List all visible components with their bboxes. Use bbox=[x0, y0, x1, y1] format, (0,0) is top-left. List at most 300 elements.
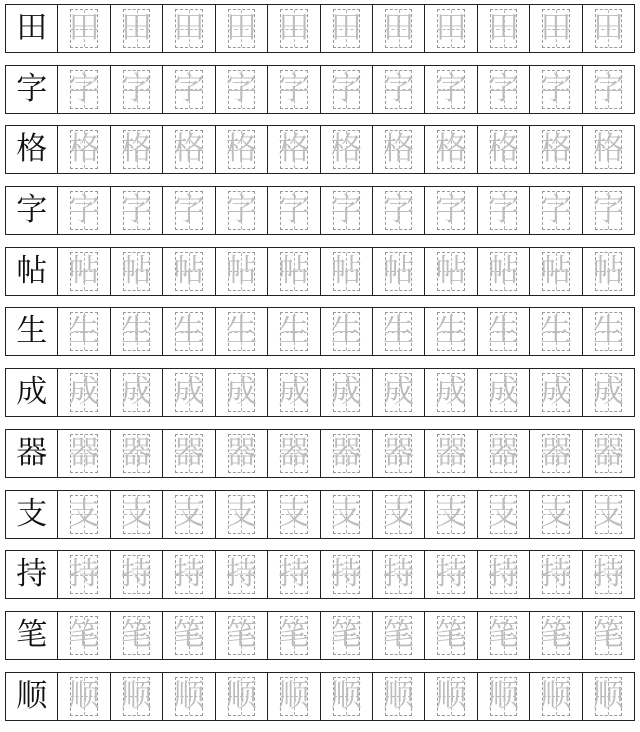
trace-character: 生 bbox=[435, 313, 467, 350]
trace-character: 字 bbox=[540, 192, 572, 229]
trace-character: 格 bbox=[592, 131, 624, 168]
trace-character: 帖 bbox=[540, 252, 572, 289]
trace-character: 支 bbox=[278, 495, 310, 532]
trace-character: 字 bbox=[330, 192, 362, 229]
trace-character: 顺 bbox=[330, 677, 362, 714]
trace-character: 持 bbox=[488, 556, 519, 593]
trace-character: 支 bbox=[383, 495, 415, 532]
trace-character: 格 bbox=[435, 131, 467, 168]
trace-cell bbox=[477, 66, 529, 113]
model-character: 格 bbox=[16, 131, 48, 168]
trace-character: 田 bbox=[278, 10, 310, 46]
trace-cell bbox=[110, 430, 162, 477]
trace-character: 成 bbox=[592, 374, 624, 411]
trace-character: 生 bbox=[278, 313, 310, 350]
trace-character: 笔 bbox=[121, 616, 153, 653]
model-cell bbox=[6, 551, 57, 598]
trace-character: 成 bbox=[488, 374, 519, 411]
trace-character: 帖 bbox=[592, 252, 624, 289]
trace-character: 帖 bbox=[488, 252, 519, 289]
trace-cell bbox=[372, 66, 424, 113]
trace-cell bbox=[372, 5, 424, 52]
trace-character: 格 bbox=[383, 131, 415, 168]
model-character: 生 bbox=[16, 313, 48, 350]
trace-character: 顺 bbox=[540, 677, 572, 714]
trace-character: 字 bbox=[540, 70, 572, 107]
trace-character: 笔 bbox=[540, 616, 572, 653]
trace-character: 格 bbox=[225, 131, 257, 168]
trace-cell bbox=[162, 673, 214, 720]
trace-character: 支 bbox=[592, 495, 624, 532]
trace-cell bbox=[424, 491, 476, 538]
trace-cell bbox=[162, 612, 214, 659]
trace-cell bbox=[162, 308, 214, 355]
trace-cell bbox=[215, 551, 267, 598]
trace-cell bbox=[267, 369, 319, 416]
trace-cell bbox=[162, 430, 214, 477]
trace-cell bbox=[582, 187, 634, 234]
practice-row bbox=[5, 550, 635, 599]
trace-cell bbox=[424, 673, 476, 720]
trace-character: 持 bbox=[540, 556, 572, 593]
trace-character: 持 bbox=[435, 556, 467, 593]
trace-character: 格 bbox=[488, 131, 519, 168]
trace-character: 田 bbox=[121, 10, 153, 46]
trace-character: 字 bbox=[488, 192, 519, 229]
trace-cell bbox=[529, 66, 581, 113]
trace-character: 笔 bbox=[173, 616, 205, 653]
trace-cell bbox=[424, 248, 476, 295]
trace-character: 字 bbox=[173, 70, 205, 107]
trace-character: 字 bbox=[278, 70, 310, 107]
trace-cell bbox=[582, 308, 634, 355]
trace-cell bbox=[215, 369, 267, 416]
trace-character: 支 bbox=[488, 495, 519, 532]
trace-character: 支 bbox=[173, 495, 205, 532]
trace-cell bbox=[424, 5, 476, 52]
trace-cell bbox=[110, 187, 162, 234]
trace-cell bbox=[529, 673, 581, 720]
trace-character: 笔 bbox=[68, 616, 100, 653]
trace-character: 器 bbox=[435, 434, 467, 471]
trace-cell bbox=[267, 673, 319, 720]
practice-row bbox=[5, 429, 635, 478]
trace-character: 器 bbox=[68, 434, 100, 471]
practice-row bbox=[5, 247, 635, 296]
trace-cell bbox=[320, 491, 372, 538]
trace-cell bbox=[162, 66, 214, 113]
trace-cell bbox=[215, 673, 267, 720]
trace-cell bbox=[215, 5, 267, 52]
trace-cell bbox=[57, 551, 109, 598]
trace-character: 格 bbox=[68, 131, 100, 168]
trace-cell bbox=[372, 430, 424, 477]
trace-character: 器 bbox=[173, 434, 205, 471]
trace-cell bbox=[215, 187, 267, 234]
trace-character: 格 bbox=[330, 131, 362, 168]
trace-character: 帖 bbox=[225, 252, 257, 289]
model-cell bbox=[6, 430, 57, 477]
trace-cell bbox=[582, 430, 634, 477]
trace-character: 田 bbox=[330, 10, 362, 46]
model-cell bbox=[6, 248, 57, 295]
trace-character: 成 bbox=[121, 374, 153, 411]
trace-cell bbox=[320, 308, 372, 355]
trace-character: 字 bbox=[68, 70, 100, 107]
trace-character: 持 bbox=[225, 556, 257, 593]
trace-cell bbox=[372, 491, 424, 538]
model-character: 持 bbox=[16, 556, 48, 593]
trace-cell bbox=[372, 187, 424, 234]
practice-row bbox=[5, 368, 635, 417]
trace-character: 字 bbox=[592, 192, 624, 229]
trace-character: 字 bbox=[225, 192, 257, 229]
trace-character: 生 bbox=[225, 313, 257, 350]
trace-character: 字 bbox=[435, 70, 467, 107]
trace-cell bbox=[582, 673, 634, 720]
trace-cell bbox=[477, 248, 529, 295]
trace-character: 笔 bbox=[435, 616, 467, 653]
trace-cell bbox=[529, 369, 581, 416]
trace-cell bbox=[320, 126, 372, 173]
model-cell bbox=[6, 5, 57, 52]
trace-cell bbox=[477, 491, 529, 538]
trace-character: 笔 bbox=[330, 616, 362, 653]
trace-cell bbox=[215, 491, 267, 538]
trace-cell bbox=[477, 187, 529, 234]
trace-cell bbox=[320, 551, 372, 598]
trace-character: 器 bbox=[225, 434, 257, 471]
trace-cell bbox=[372, 126, 424, 173]
trace-cell bbox=[267, 491, 319, 538]
trace-cell bbox=[162, 248, 214, 295]
trace-character: 持 bbox=[592, 556, 624, 593]
trace-character: 顺 bbox=[592, 677, 624, 714]
model-cell bbox=[6, 66, 57, 113]
trace-cell bbox=[372, 369, 424, 416]
trace-cell bbox=[424, 369, 476, 416]
trace-character: 字 bbox=[68, 192, 100, 229]
trace-cell bbox=[320, 430, 372, 477]
trace-cell bbox=[110, 66, 162, 113]
trace-character: 支 bbox=[330, 495, 362, 532]
practice-row bbox=[5, 490, 635, 539]
trace-cell bbox=[372, 308, 424, 355]
trace-character: 成 bbox=[435, 374, 467, 411]
trace-character: 器 bbox=[330, 434, 362, 471]
trace-cell bbox=[110, 491, 162, 538]
trace-cell bbox=[477, 308, 529, 355]
trace-character: 字 bbox=[173, 192, 205, 229]
trace-cell bbox=[57, 126, 109, 173]
trace-character: 田 bbox=[592, 10, 624, 46]
trace-character: 顺 bbox=[121, 677, 153, 714]
trace-cell bbox=[320, 5, 372, 52]
trace-cell bbox=[582, 551, 634, 598]
trace-cell bbox=[215, 430, 267, 477]
trace-character: 生 bbox=[383, 313, 415, 350]
trace-cell bbox=[320, 187, 372, 234]
trace-cell bbox=[57, 430, 109, 477]
model-cell bbox=[6, 187, 57, 234]
model-cell bbox=[6, 612, 57, 659]
model-character: 田 bbox=[16, 10, 48, 46]
trace-cell bbox=[110, 5, 162, 52]
trace-character: 器 bbox=[278, 434, 310, 471]
trace-cell bbox=[582, 126, 634, 173]
trace-cell bbox=[267, 308, 319, 355]
trace-cell bbox=[57, 491, 109, 538]
model-character: 器 bbox=[16, 434, 48, 471]
trace-character: 成 bbox=[278, 374, 310, 411]
trace-character: 支 bbox=[121, 495, 153, 532]
model-character: 帖 bbox=[16, 252, 48, 289]
trace-character: 持 bbox=[330, 556, 362, 593]
trace-cell bbox=[57, 66, 109, 113]
trace-cell bbox=[529, 187, 581, 234]
trace-character: 支 bbox=[68, 495, 100, 532]
trace-character: 字 bbox=[330, 70, 362, 107]
trace-cell bbox=[529, 612, 581, 659]
trace-character: 田 bbox=[68, 10, 100, 46]
practice-row bbox=[5, 4, 635, 53]
trace-character: 持 bbox=[121, 556, 153, 593]
trace-cell bbox=[372, 551, 424, 598]
trace-cell bbox=[110, 126, 162, 173]
trace-cell bbox=[215, 308, 267, 355]
trace-character: 成 bbox=[68, 374, 100, 411]
trace-character: 笔 bbox=[383, 616, 415, 653]
trace-character: 字 bbox=[592, 70, 624, 107]
model-character: 笔 bbox=[16, 616, 48, 653]
trace-cell bbox=[57, 248, 109, 295]
trace-cell bbox=[424, 430, 476, 477]
trace-character: 笔 bbox=[488, 616, 519, 653]
trace-character: 田 bbox=[488, 10, 519, 46]
trace-cell bbox=[57, 612, 109, 659]
trace-cell bbox=[110, 551, 162, 598]
trace-cell bbox=[582, 5, 634, 52]
trace-cell bbox=[582, 248, 634, 295]
trace-character: 持 bbox=[278, 556, 310, 593]
model-character: 字 bbox=[16, 192, 48, 229]
trace-character: 成 bbox=[173, 374, 205, 411]
trace-cell bbox=[57, 187, 109, 234]
trace-cell bbox=[320, 673, 372, 720]
trace-character: 田 bbox=[225, 10, 257, 46]
trace-character: 顺 bbox=[225, 677, 257, 714]
trace-cell bbox=[162, 491, 214, 538]
trace-character: 器 bbox=[488, 434, 519, 471]
trace-cell bbox=[162, 551, 214, 598]
trace-character: 字 bbox=[383, 192, 415, 229]
practice-sheet bbox=[5, 4, 635, 732]
trace-character: 帖 bbox=[278, 252, 310, 289]
trace-cell bbox=[267, 5, 319, 52]
trace-character: 成 bbox=[383, 374, 415, 411]
trace-character: 器 bbox=[121, 434, 153, 471]
trace-cell bbox=[477, 5, 529, 52]
trace-character: 帖 bbox=[68, 252, 100, 289]
trace-character: 持 bbox=[173, 556, 205, 593]
trace-character: 持 bbox=[68, 556, 100, 593]
trace-cell bbox=[267, 66, 319, 113]
trace-character: 生 bbox=[330, 313, 362, 350]
trace-cell bbox=[424, 612, 476, 659]
trace-cell bbox=[529, 551, 581, 598]
trace-cell bbox=[267, 126, 319, 173]
trace-character: 生 bbox=[488, 313, 519, 350]
trace-character: 生 bbox=[592, 313, 624, 350]
trace-character: 持 bbox=[383, 556, 415, 593]
trace-cell bbox=[267, 612, 319, 659]
trace-character: 字 bbox=[278, 192, 310, 229]
trace-character: 田 bbox=[435, 10, 467, 46]
trace-cell bbox=[110, 369, 162, 416]
trace-cell bbox=[372, 612, 424, 659]
trace-cell bbox=[477, 126, 529, 173]
trace-character: 顺 bbox=[435, 677, 467, 714]
model-character: 支 bbox=[16, 495, 48, 532]
trace-cell bbox=[477, 430, 529, 477]
trace-cell bbox=[57, 5, 109, 52]
trace-cell bbox=[372, 248, 424, 295]
trace-character: 字 bbox=[225, 70, 257, 107]
trace-cell bbox=[582, 369, 634, 416]
trace-character: 字 bbox=[121, 70, 153, 107]
trace-character: 顺 bbox=[278, 677, 310, 714]
trace-character: 生 bbox=[121, 313, 153, 350]
trace-cell bbox=[424, 551, 476, 598]
trace-cell bbox=[529, 5, 581, 52]
trace-cell bbox=[320, 369, 372, 416]
trace-cell bbox=[162, 126, 214, 173]
trace-character: 格 bbox=[121, 131, 153, 168]
trace-cell bbox=[57, 369, 109, 416]
trace-cell bbox=[162, 5, 214, 52]
trace-character: 器 bbox=[383, 434, 415, 471]
trace-character: 格 bbox=[540, 131, 572, 168]
trace-cell bbox=[162, 187, 214, 234]
model-character: 顺 bbox=[16, 677, 48, 714]
model-cell bbox=[6, 491, 57, 538]
trace-cell bbox=[215, 66, 267, 113]
trace-character: 田 bbox=[540, 10, 572, 46]
trace-character: 顺 bbox=[173, 677, 205, 714]
trace-character: 帖 bbox=[330, 252, 362, 289]
trace-cell bbox=[110, 612, 162, 659]
trace-cell bbox=[215, 612, 267, 659]
model-cell bbox=[6, 673, 57, 720]
trace-character: 帖 bbox=[383, 252, 415, 289]
trace-cell bbox=[320, 248, 372, 295]
trace-character: 帖 bbox=[121, 252, 153, 289]
model-cell bbox=[6, 126, 57, 173]
trace-cell bbox=[424, 308, 476, 355]
trace-character: 帖 bbox=[173, 252, 205, 289]
trace-cell bbox=[424, 126, 476, 173]
trace-cell bbox=[215, 248, 267, 295]
trace-cell bbox=[267, 430, 319, 477]
trace-cell bbox=[110, 248, 162, 295]
trace-character: 顺 bbox=[488, 677, 519, 714]
practice-row bbox=[5, 65, 635, 114]
trace-character: 生 bbox=[540, 313, 572, 350]
trace-cell bbox=[372, 673, 424, 720]
trace-character: 成 bbox=[225, 374, 257, 411]
trace-character: 顺 bbox=[68, 677, 100, 714]
trace-cell bbox=[320, 612, 372, 659]
trace-cell bbox=[267, 248, 319, 295]
trace-character: 田 bbox=[383, 10, 415, 46]
trace-cell bbox=[582, 66, 634, 113]
practice-row bbox=[5, 186, 635, 235]
trace-cell bbox=[529, 308, 581, 355]
trace-character: 支 bbox=[435, 495, 467, 532]
practice-row bbox=[5, 611, 635, 660]
trace-character: 生 bbox=[173, 313, 205, 350]
trace-character: 成 bbox=[330, 374, 362, 411]
trace-character: 帖 bbox=[435, 252, 467, 289]
trace-character: 字 bbox=[435, 192, 467, 229]
trace-character: 成 bbox=[540, 374, 572, 411]
practice-row bbox=[5, 672, 635, 721]
model-cell bbox=[6, 308, 57, 355]
trace-character: 田 bbox=[173, 10, 205, 46]
trace-character: 支 bbox=[540, 495, 572, 532]
trace-character: 笔 bbox=[592, 616, 624, 653]
trace-cell bbox=[267, 551, 319, 598]
trace-character: 字 bbox=[121, 192, 153, 229]
trace-cell bbox=[582, 491, 634, 538]
trace-cell bbox=[529, 430, 581, 477]
practice-row bbox=[5, 125, 635, 174]
trace-character: 字 bbox=[383, 70, 415, 107]
trace-cell bbox=[477, 673, 529, 720]
trace-cell bbox=[110, 673, 162, 720]
model-character: 字 bbox=[16, 70, 48, 107]
trace-cell bbox=[320, 66, 372, 113]
trace-cell bbox=[57, 673, 109, 720]
model-cell bbox=[6, 369, 57, 416]
trace-cell bbox=[529, 491, 581, 538]
trace-cell bbox=[477, 369, 529, 416]
trace-character: 顺 bbox=[383, 677, 415, 714]
trace-character: 器 bbox=[540, 434, 572, 471]
trace-character: 支 bbox=[225, 495, 257, 532]
trace-cell bbox=[529, 126, 581, 173]
practice-row bbox=[5, 307, 635, 356]
trace-cell bbox=[110, 308, 162, 355]
trace-character: 器 bbox=[592, 434, 624, 471]
trace-cell bbox=[529, 248, 581, 295]
trace-character: 格 bbox=[173, 131, 205, 168]
model-character: 成 bbox=[16, 374, 48, 411]
trace-cell bbox=[424, 66, 476, 113]
trace-character: 生 bbox=[68, 313, 100, 350]
trace-cell bbox=[582, 612, 634, 659]
trace-character: 笔 bbox=[278, 616, 310, 653]
trace-character: 笔 bbox=[225, 616, 257, 653]
trace-cell bbox=[57, 308, 109, 355]
trace-character: 格 bbox=[278, 131, 310, 168]
trace-cell bbox=[215, 126, 267, 173]
trace-character: 字 bbox=[488, 70, 519, 107]
trace-cell bbox=[424, 187, 476, 234]
trace-cell bbox=[267, 187, 319, 234]
trace-cell bbox=[477, 551, 529, 598]
trace-cell bbox=[162, 369, 214, 416]
